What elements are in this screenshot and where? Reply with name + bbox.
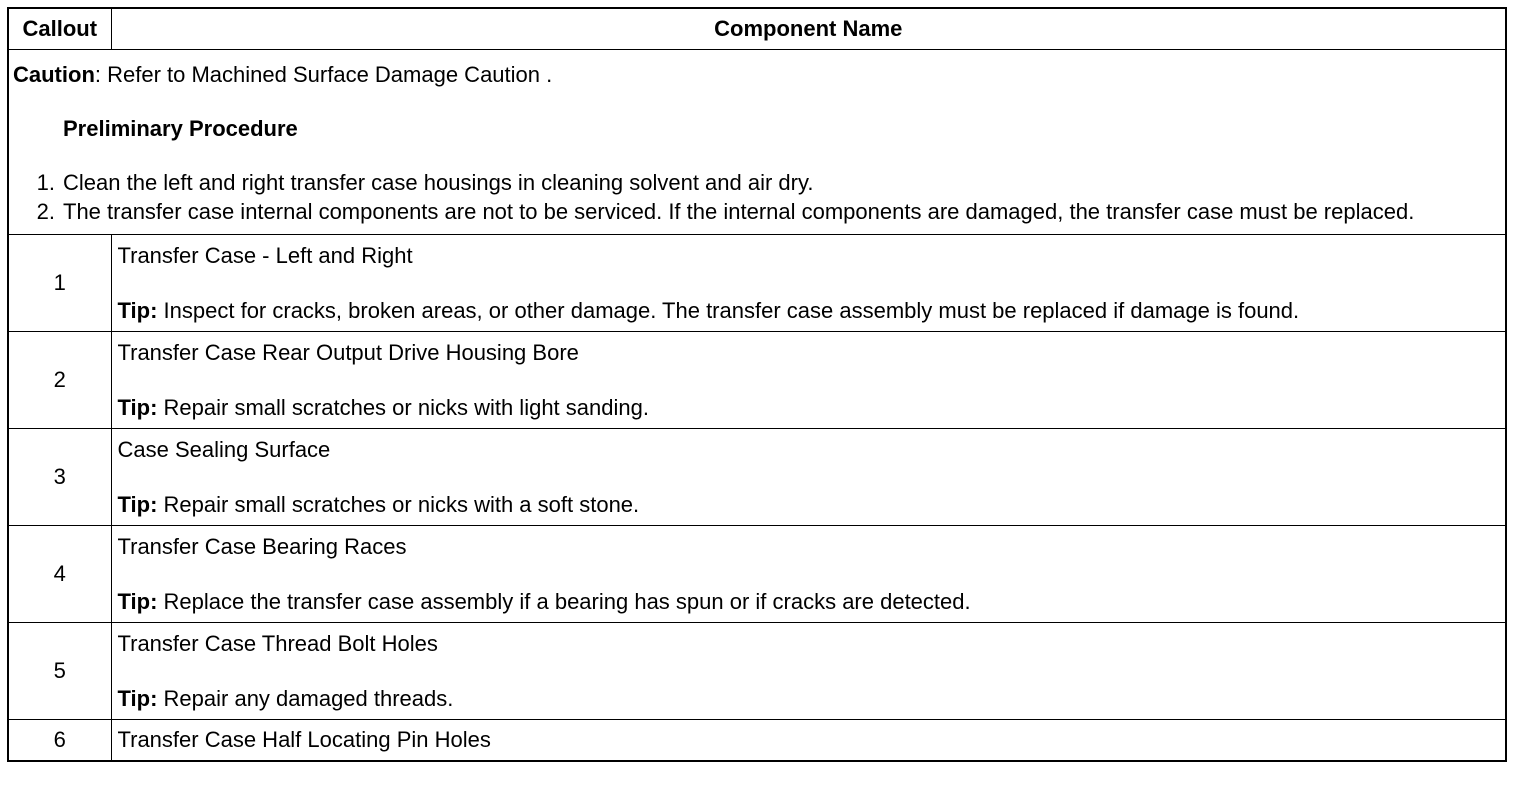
tip-body: Replace the transfer case assembly if a bearing has spun or if cracks are detected. — [157, 588, 971, 614]
tip-label: Tip: — [117, 491, 158, 517]
component-cell — [111, 526, 1506, 623]
callout-header: Callout — [8, 8, 111, 50]
tip-text — [118, 491, 1500, 519]
tip-label: Tip: — [117, 685, 158, 711]
table-row — [8, 332, 1506, 429]
callout-number: 3 — [8, 429, 111, 526]
component-cell — [111, 623, 1506, 720]
table-row — [8, 720, 1506, 761]
tip-label: Tip: — [117, 394, 158, 420]
preliminary-procedure-title: Preliminary Procedure — [63, 116, 298, 141]
component-name: Transfer Case Thread Bolt Holes — [117, 630, 438, 656]
tip-body: Repair any damaged threads. — [157, 685, 454, 711]
caution-text: : Refer to Machined Surface Damage Caution . — [94, 62, 553, 87]
tip-label: Tip: — [117, 588, 158, 614]
table-row — [8, 429, 1506, 526]
callout-number: 6 — [8, 720, 111, 761]
step-number: 2. — [36, 199, 55, 224]
callout-number: 4 — [8, 526, 111, 623]
component-name-header: Component Name — [111, 8, 1506, 50]
component-name: Transfer Case Half Locating Pin Holes — [117, 726, 491, 752]
tip-text — [118, 588, 1500, 616]
component-name: Transfer Case Rear Output Drive Housing Bore — [117, 339, 579, 365]
tip-text — [118, 394, 1500, 422]
tip-label: Tip: — [117, 297, 158, 323]
preliminary-steps — [13, 168, 1501, 226]
caution-line — [13, 60, 1501, 89]
tip-body: Repair small scratches or nicks with a soft stone. — [157, 491, 640, 517]
caution-cell — [8, 50, 1506, 235]
step-number: 1. — [36, 170, 55, 195]
tip-body: Inspect for cracks, broken areas, or other damage. The transfer case assembly must be replaced if damage is found. — [157, 297, 1300, 323]
header-row — [8, 8, 1506, 50]
caution-label: Caution — [13, 62, 95, 87]
tip-text — [118, 297, 1500, 325]
step-item — [13, 197, 1501, 226]
step-text: The transfer case internal components are not to be serviced. If the internal components are damaged, the transfer case must be replaced. — [63, 199, 1415, 224]
callout-number: 2 — [8, 332, 111, 429]
step-text: Clean the left and right transfer case housings in cleaning solvent and air dry. — [63, 170, 814, 195]
table-row — [8, 235, 1506, 332]
table-row — [8, 526, 1506, 623]
callout-number: 5 — [8, 623, 111, 720]
table-row — [8, 623, 1506, 720]
component-table — [7, 7, 1507, 762]
component-name: Transfer Case Bearing Races — [117, 533, 407, 559]
component-cell — [111, 235, 1506, 332]
component-cell — [111, 332, 1506, 429]
tip-text — [118, 685, 1500, 713]
component-name: Case Sealing Surface — [117, 436, 331, 462]
tip-body: Repair small scratches or nicks with light sanding. — [157, 394, 649, 420]
component-cell — [111, 429, 1506, 526]
step-item — [13, 168, 1501, 197]
callout-number: 1 — [8, 235, 111, 332]
component-cell — [111, 720, 1506, 761]
component-name: Transfer Case - Left and Right — [117, 242, 413, 268]
caution-row — [8, 50, 1506, 235]
